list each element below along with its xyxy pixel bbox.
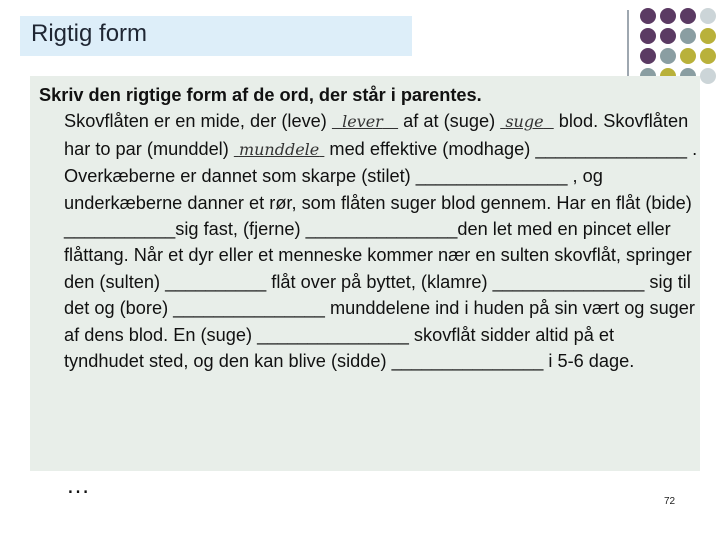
dot (700, 8, 716, 24)
continuation-ellipsis: … (66, 472, 92, 499)
slide-title: Rigtig form (31, 20, 148, 47)
answer-munddel: munddele (238, 139, 320, 159)
answer-leve: lever (342, 112, 383, 132)
dot (640, 8, 656, 24)
text-segment: blod. Skovflåten har to par (munddel) (64, 111, 689, 159)
text-segment: af at (suge) (403, 111, 496, 132)
dot (700, 28, 716, 44)
dot (700, 48, 716, 64)
dot (660, 8, 676, 24)
dot (700, 68, 716, 84)
dot (680, 28, 696, 44)
dot (680, 8, 696, 24)
title-box (20, 16, 412, 56)
exercise-paragraph (64, 108, 698, 374)
divider-line (627, 10, 629, 80)
page-number: 72 (664, 496, 676, 507)
dot (640, 28, 656, 44)
dot (640, 48, 656, 64)
text-segment: Skovflåten er en mide, der (leve) (64, 111, 327, 132)
dot (680, 48, 696, 64)
text-segment: med effektive (modhage) _______________ . Overkæberne er dannet som skarpe (stilet) _______________ , og underkæberne danner et rør, som flåten suger blod gennem. Har en flåt (bide) ___________sig fast, (fjerne) _______________den let med en pincet eller flåttang. Når et dyr eller et menneske kommer nær en sulten skovflåt, springer den (sulten) __________ flåt over på byttet, (klamre) _______________ sig til det og (bore) _______________ munddelene ind i huden på sin vært og suger af dens blod. En (suge) _______________ skovflåt sidder altid på et tyndhudet sted, og den kan blive (sidde) _______________ i 5-6 dage. (64, 138, 698, 372)
dot (660, 28, 676, 44)
exercise-text (38, 82, 698, 374)
answer-suge: suge (505, 112, 544, 132)
exercise-heading: Skriv den rigtige form af de ord, der står i parentes. (39, 85, 482, 105)
dot (660, 48, 676, 64)
